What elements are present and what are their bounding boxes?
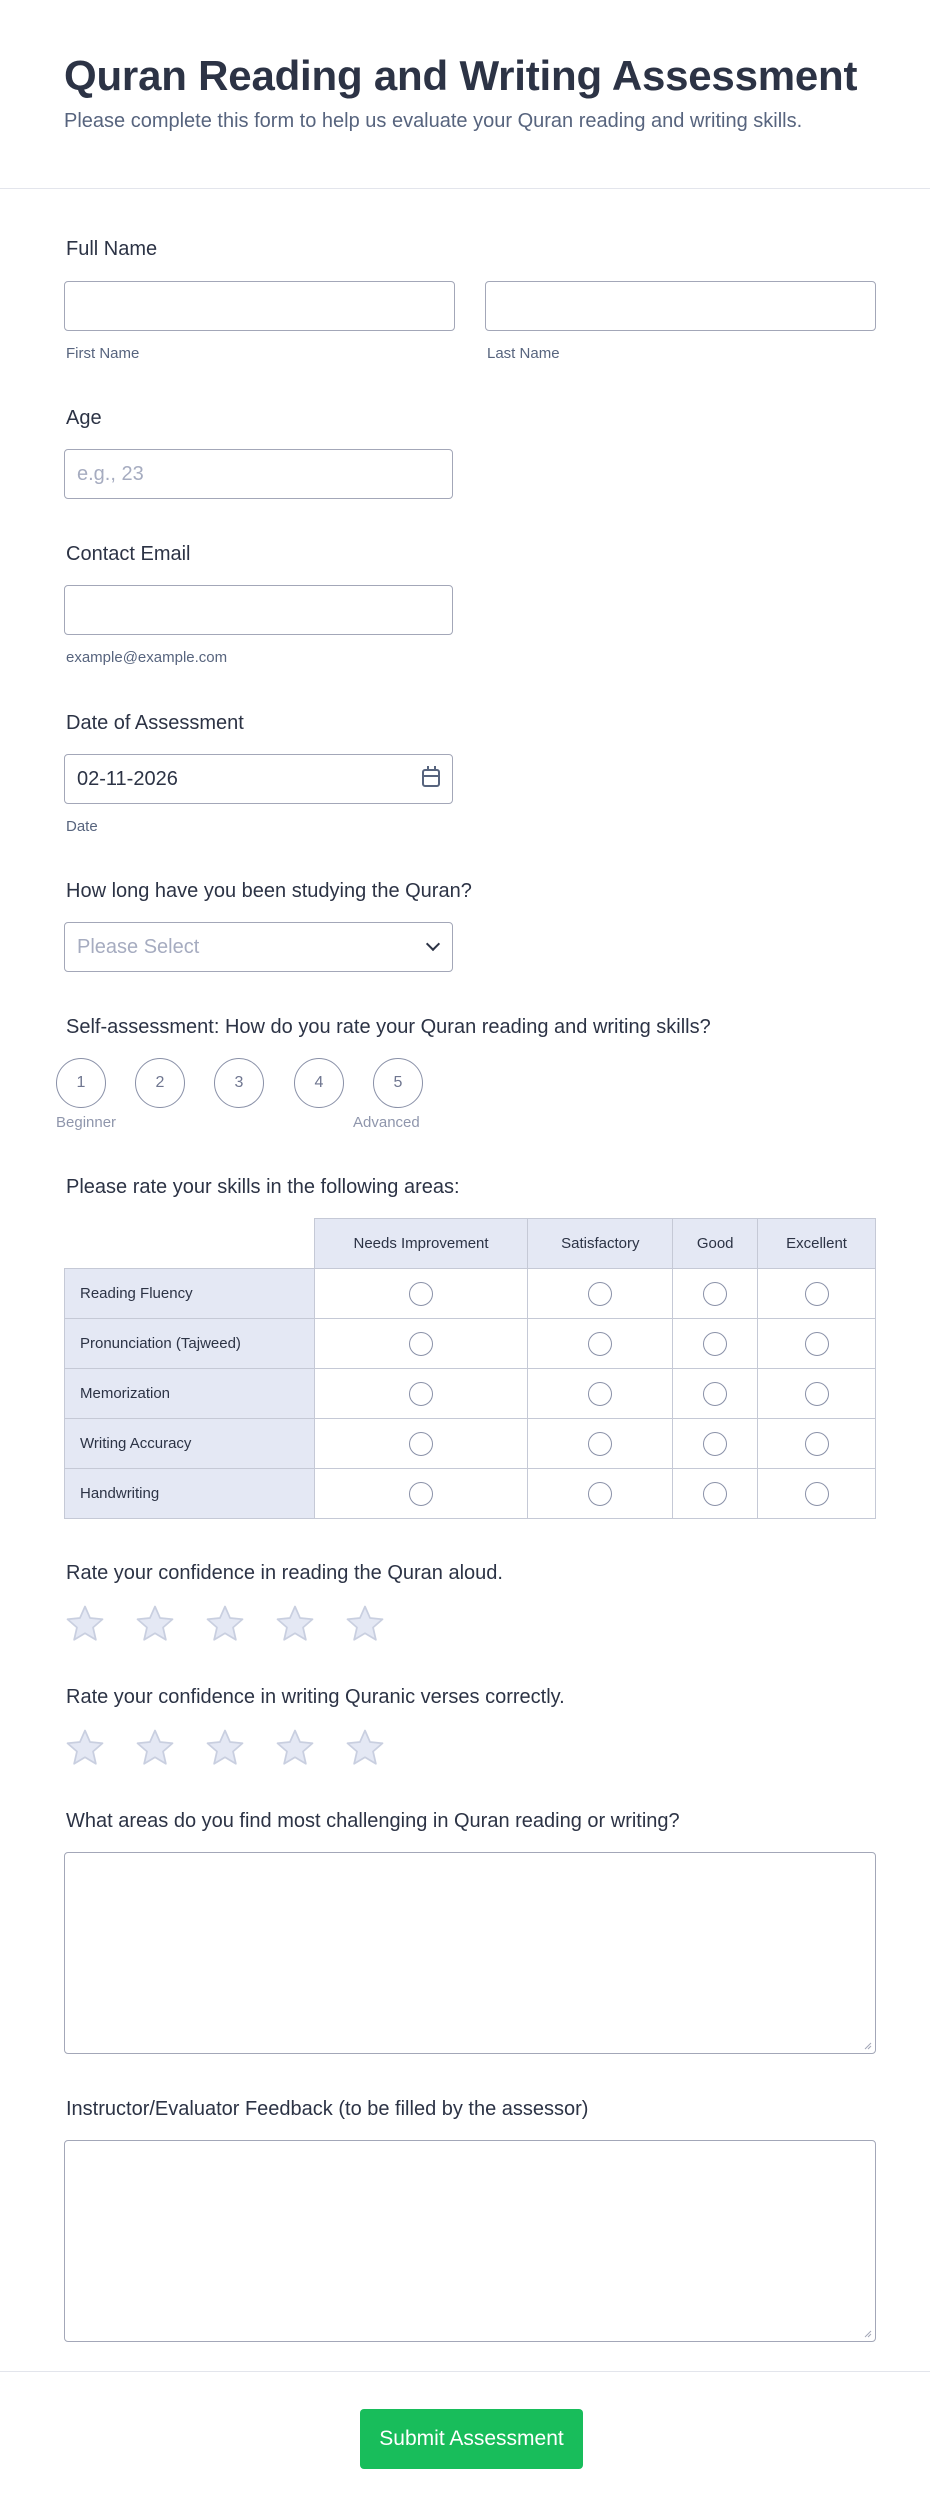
- form-header: [0, 0, 930, 189]
- date-label: Date of Assessment: [66, 712, 244, 734]
- star-icon[interactable]: [344, 1603, 386, 1645]
- confidence-reading-label: Rate your confidence in reading the Quran aloud.: [66, 1562, 503, 1584]
- submit-button[interactable]: Submit Assessment: [360, 2409, 583, 2469]
- matrix-row-label: Pronunciation (Tajweed): [65, 1319, 315, 1369]
- table-row: [65, 1319, 876, 1369]
- email-input[interactable]: [64, 585, 453, 635]
- matrix-column-header: Excellent: [758, 1219, 876, 1269]
- resize-handle-icon[interactable]: [862, 2328, 872, 2338]
- matrix-radio[interactable]: [805, 1332, 829, 1356]
- scale-min-label: Beginner: [56, 1114, 117, 1131]
- confidence-writing-stars: [64, 1727, 386, 1769]
- resize-handle-icon[interactable]: [862, 2040, 872, 2050]
- matrix-radio[interactable]: [588, 1282, 612, 1306]
- matrix-column-header: Satisfactory: [528, 1219, 673, 1269]
- skills-matrix-label: Please rate your skills in the following areas:: [66, 1176, 460, 1198]
- matrix-radio[interactable]: [409, 1432, 433, 1456]
- table-row: [65, 1419, 876, 1469]
- self-assessment-label: Self-assessment: How do you rate your Quran reading and writing skills?: [66, 1016, 711, 1038]
- email-label: Contact Email: [66, 543, 191, 565]
- table-row: [65, 1369, 876, 1419]
- star-icon[interactable]: [204, 1603, 246, 1645]
- email-sublabel: example@example.com: [66, 649, 228, 666]
- first-name-input[interactable]: [64, 281, 455, 331]
- first-name-sublabel: First Name: [66, 345, 140, 362]
- page-subtitle: Please complete this form to help us evaluate your Quran reading and writing skills.: [64, 110, 803, 132]
- date-value: 02-11-2026: [77, 768, 178, 790]
- matrix-row-label: Writing Accuracy: [65, 1419, 315, 1469]
- matrix-radio[interactable]: [409, 1382, 433, 1406]
- matrix-radio[interactable]: [588, 1432, 612, 1456]
- scale-option-5[interactable]: 5: [373, 1058, 423, 1108]
- chevron-down-icon: [426, 937, 440, 951]
- matrix-radio[interactable]: [409, 1482, 433, 1506]
- matrix-row-label: Reading Fluency: [65, 1269, 315, 1319]
- matrix-radio[interactable]: [409, 1332, 433, 1356]
- matrix-radio[interactable]: [805, 1482, 829, 1506]
- feedback-textarea[interactable]: [64, 2140, 876, 2342]
- matrix-radio[interactable]: [588, 1482, 612, 1506]
- matrix-row-label: Handwriting: [65, 1469, 315, 1519]
- matrix-header-row: [65, 1219, 876, 1269]
- star-icon[interactable]: [64, 1727, 106, 1769]
- matrix-radio[interactable]: [805, 1382, 829, 1406]
- matrix-radio[interactable]: [805, 1282, 829, 1306]
- scale-option-2[interactable]: 2: [135, 1058, 185, 1108]
- matrix-radio[interactable]: [703, 1382, 727, 1406]
- challenges-textarea[interactable]: [64, 1852, 876, 2054]
- matrix-radio[interactable]: [588, 1332, 612, 1356]
- star-icon[interactable]: [344, 1727, 386, 1769]
- matrix-radio[interactable]: [409, 1282, 433, 1306]
- table-row: [65, 1269, 876, 1319]
- star-icon[interactable]: [64, 1603, 106, 1645]
- page-title: Quran Reading and Writing Assessment: [64, 52, 858, 99]
- calendar-icon[interactable]: [422, 769, 440, 787]
- study-length-select[interactable]: [64, 922, 453, 972]
- matrix-row-label: Memorization: [65, 1369, 315, 1419]
- matrix-radio[interactable]: [703, 1332, 727, 1356]
- star-icon[interactable]: [134, 1603, 176, 1645]
- scale-option-3[interactable]: 3: [214, 1058, 264, 1108]
- table-row: [65, 1469, 876, 1519]
- matrix-radio[interactable]: [703, 1432, 727, 1456]
- matrix-radio[interactable]: [703, 1282, 727, 1306]
- scale-max-label: Advanced: [353, 1114, 420, 1131]
- age-input[interactable]: [64, 449, 453, 499]
- challenges-label: What areas do you find most challenging in Quran reading or writing?: [66, 1810, 680, 1832]
- study-length-label: How long have you been studying the Quran?: [66, 880, 472, 902]
- star-icon[interactable]: [274, 1603, 316, 1645]
- study-length-selected: Please Select: [77, 936, 200, 958]
- last-name-sublabel: Last Name: [487, 345, 560, 362]
- matrix-radio[interactable]: [703, 1482, 727, 1506]
- full-name-label: Full Name: [66, 238, 158, 260]
- confidence-reading-stars: [64, 1603, 386, 1645]
- confidence-writing-label: Rate your confidence in writing Quranic verses correctly.: [66, 1686, 565, 1708]
- last-name-input[interactable]: [485, 281, 876, 331]
- age-label: Age: [66, 407, 102, 429]
- star-icon[interactable]: [204, 1727, 246, 1769]
- feedback-label: Instructor/Evaluator Feedback (to be filled by the assessor): [66, 2098, 589, 2120]
- matrix-column-header: Good: [673, 1219, 758, 1269]
- matrix-radio[interactable]: [588, 1382, 612, 1406]
- date-input[interactable]: [64, 754, 453, 804]
- star-icon[interactable]: [274, 1727, 316, 1769]
- matrix-radio[interactable]: [805, 1432, 829, 1456]
- date-sublabel: Date: [66, 818, 98, 835]
- star-icon[interactable]: [134, 1727, 176, 1769]
- matrix-corner: [65, 1219, 315, 1269]
- matrix-column-header: Needs Improvement: [314, 1219, 528, 1269]
- skills-matrix: [64, 1218, 876, 1519]
- scale-option-1[interactable]: 1: [56, 1058, 106, 1108]
- scale-option-4[interactable]: 4: [294, 1058, 344, 1108]
